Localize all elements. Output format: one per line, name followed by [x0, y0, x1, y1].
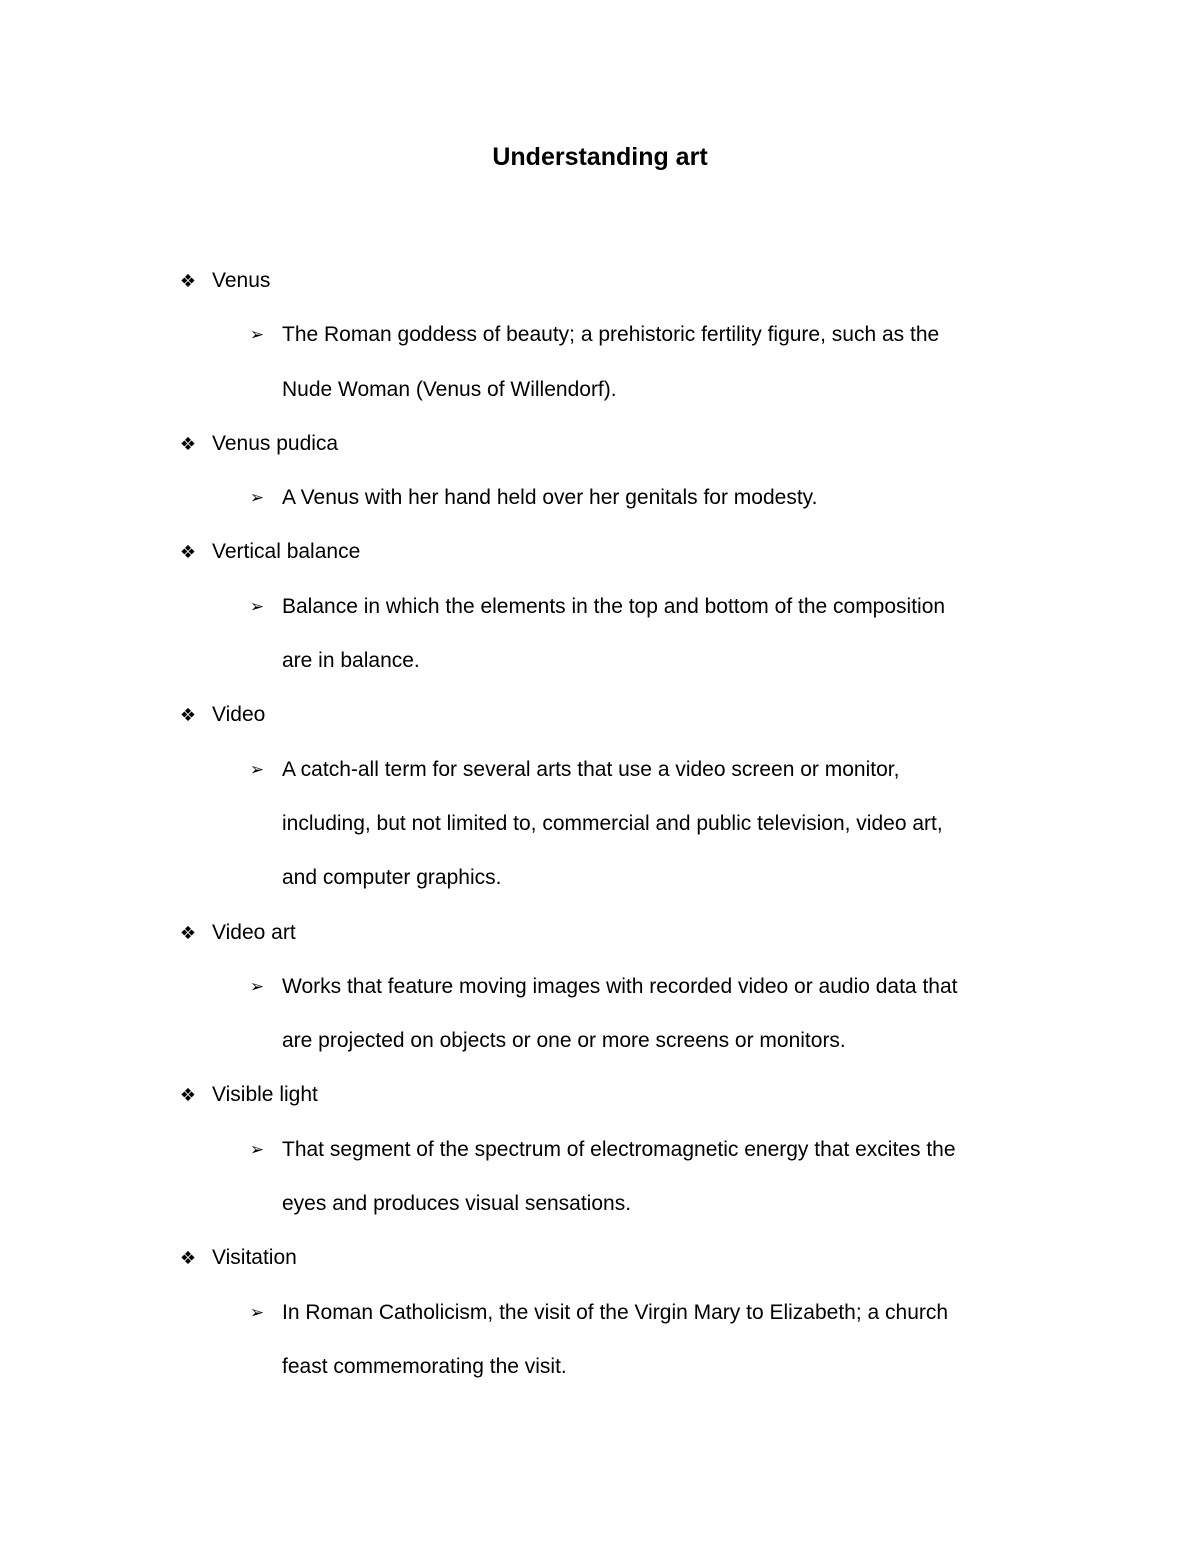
definition-text: A Venus with her hand held over her genitals for modesty. [282, 486, 818, 510]
glossary-entry [0, 254, 1200, 417]
arrow-bullet-icon: ➢ [249, 488, 265, 508]
arrow-bullet-icon: ➢ [249, 1139, 265, 1159]
definition-row [0, 580, 1200, 689]
term-label: Vertical balance [212, 540, 361, 564]
definition-row [0, 1123, 1200, 1232]
arrow-bullet-icon: ➢ [249, 1302, 265, 1322]
glossary-entry [0, 1068, 1200, 1231]
definition-text: The Roman goddess of beauty; a prehistoric fertility figure, such as the Nude Woman (Venus of Willendorf). [282, 323, 940, 401]
definition-row [0, 960, 1200, 1069]
term-row [0, 1231, 1200, 1285]
definition-text: Works that feature moving images with recorded video or audio data that are projected on objects or one or more screens or monitors. [282, 974, 958, 1053]
page-title: Understanding art [492, 143, 708, 171]
term-label: Venus [212, 269, 271, 292]
arrow-bullet-icon: ➢ [249, 325, 265, 345]
definition-text: Balance in which the elements in the top and bottom of the composition are in balance. [282, 594, 946, 673]
term-label: Visible light [212, 1083, 318, 1107]
glossary-entry [0, 688, 1200, 905]
diamond-bullet-icon: ❖ [179, 922, 197, 943]
definition-text: In Roman Catholicism, the visit of the Virgin Mary to Elizabeth; a church feast commemorating the visit. [282, 1300, 949, 1378]
term-label: Video art [212, 920, 296, 944]
diamond-bullet-icon: ❖ [179, 1085, 197, 1106]
arrow-bullet-icon: ➢ [249, 596, 265, 616]
term-label: Video [212, 703, 266, 727]
glossary-entry [0, 1231, 1200, 1394]
term-row [0, 906, 1200, 960]
glossary-entry [0, 417, 1200, 526]
diamond-bullet-icon: ❖ [179, 271, 197, 291]
definition-row [0, 308, 1200, 417]
glossary-list [0, 254, 1200, 1394]
definition-text: A catch-all term for several arts that use a video screen or monitor, including, but not limited to, commercial and public television, video art, and computer graphics. [282, 757, 943, 890]
term-row [0, 688, 1200, 742]
glossary-entry [0, 906, 1200, 1069]
term-row [0, 525, 1200, 579]
term-row [0, 1068, 1200, 1122]
term-row [0, 254, 1200, 308]
definition-row [0, 743, 1200, 906]
definition-row [0, 1286, 1200, 1395]
term-label: Venus pudica [212, 431, 339, 455]
term-label: Visitation [212, 1246, 297, 1270]
glossary-entry [0, 525, 1200, 688]
arrow-bullet-icon: ➢ [249, 759, 265, 779]
definition-row [0, 471, 1200, 525]
diamond-bullet-icon: ❖ [179, 705, 197, 726]
definition-text: That segment of the spectrum of electromagnetic energy that excites the eyes and produces visual sensations. [282, 1137, 956, 1216]
term-row [0, 417, 1200, 471]
diamond-bullet-icon: ❖ [179, 433, 197, 454]
diamond-bullet-icon: ❖ [179, 1248, 197, 1269]
diamond-bullet-icon: ❖ [179, 542, 197, 563]
arrow-bullet-icon: ➢ [249, 976, 265, 996]
